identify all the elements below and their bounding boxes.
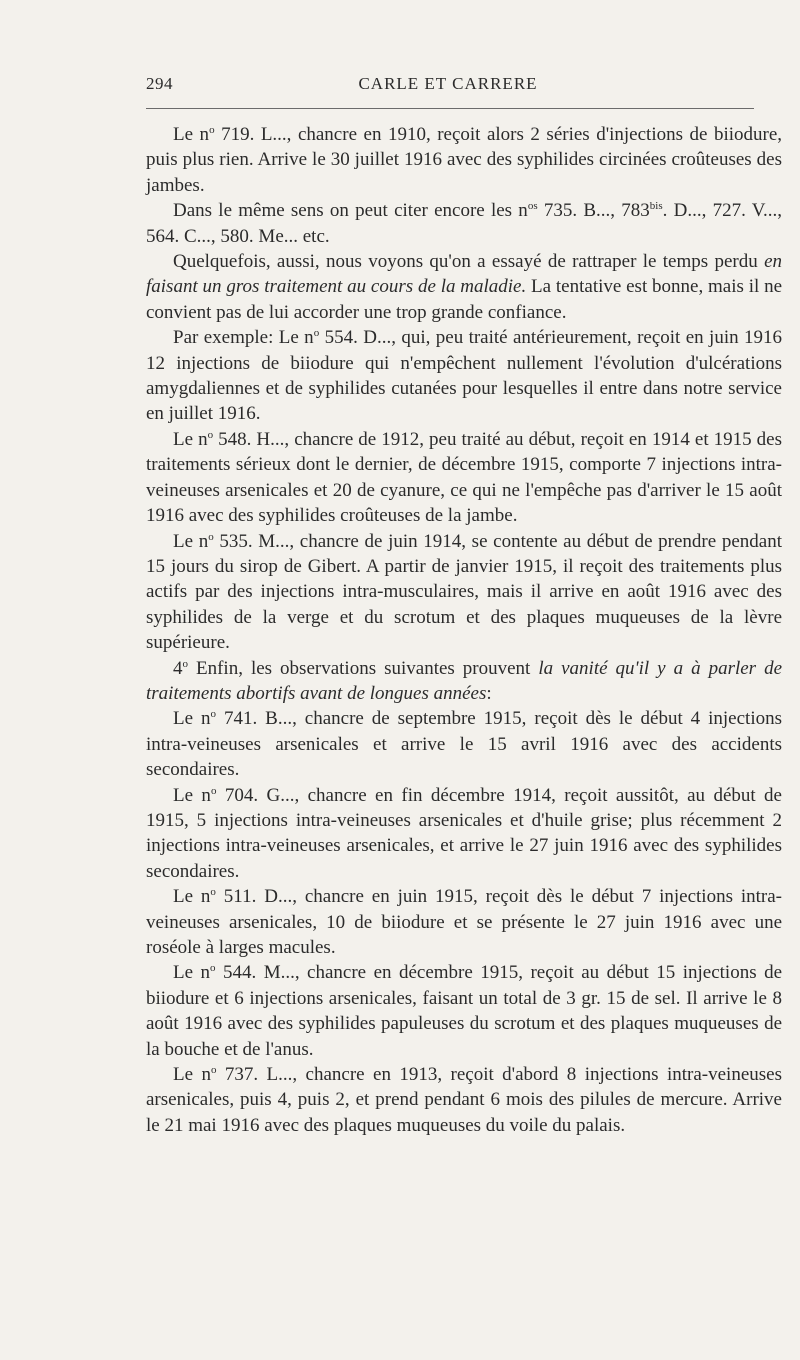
paragraph-7: 4$^o$ Enfin, les observations suivantes prouvent la vanité qu'il y a à parler de traitements abortifs avant de longues années:: [146, 657, 783, 704]
paragraph-1: Le $n^o$ 719. L..., chancre en 1910, reçoit alors 2 séries d'injections de biiodure, puis plus rien. Arrive le 30 juillet 1916 avec des syphilides circinées croûteuses des jambes.: [146, 124, 783, 196]
paragraph-3: Quelquefois, aussi, nous voyons qu'on a essayé de rattraper le temps perdu en faisant un gros traitement au cours de la maladie. La tentative est bonne, mais il ne convient pas de lui accorder une trop grande confiance.: [146, 251, 782, 323]
paragraph-6: Le $n^o$ 535. M..., chancre de juin 1914, se contente au début de prendre pendant 15 jours du sirop de Gibert. A partir de janvier 1915, il reçoit des traitements plus actifs par des injections intra-musculaires, mais il arrive en août 1916 avec des syphilides de la verge et du scrotum et des plaques muqueuses de la lèvre supérieure.: [146, 530, 782, 654]
paragraph-8: Le $n^o$ 741. B..., chancre de septembre 1915, reçoit dès le début 4 injections intra-veineuses arsenicales et arrive le 15 avril 1916 avec des accidents secondaires.: [146, 708, 783, 781]
paragraph-10: Le $n^o$ 511. D..., chancre en juin 1915, reçoit dès le début 7 injections intra-veineuses arsenicales, 10 de biiodure et se présente le 27 juin 1916 avec une roséole à larges macules.: [146, 886, 782, 958]
page-number: 294: [146, 74, 173, 93]
header-rule: [146, 108, 754, 109]
paragraph-5: Le $n^o$ 548. H..., chancre de 1912, peu traité au début, reçoit en 1914 et 1915 des traitements sérieux dont le dernier, de décembre 1915, comporte 7 injections intra-veineuses arsenicales et 20 de cyanure, ce qui ne l'empêche pas d'arriver le 15 août 1916 avec des syphilides croûteuses de la jambe.: [146, 428, 783, 527]
page-header: [146, 74, 750, 98]
running-title: CARLE ET CARRERE: [358, 74, 538, 93]
paragraph-12: Le $n^o$ 737. L..., chancre en 1913, reçoit d'abord 8 injections intra-veineuses arsenicales, puis 4, puis 2, et prend pendant 6 mois des pilules de mercure. Arrive le 21 mai 1916 avec des plaques muqueuses du voile du palais.: [146, 1064, 782, 1136]
paragraph-11: Le $n^o$ 544. M..., chancre en décembre 1915, reçoit au début 15 injections de biiodure et 6 injections arsenicales, faisant un total de 3 gr. 15 de sel. Il arrive le 8 août 1916 avec des syphilides papuleuses du scrotum et des plaques muqueuses de la bouche et de l'anus.: [146, 962, 782, 1060]
page-body: [146, 122, 782, 1138]
paragraph-2: Dans le même sens on peut citer encore les $n^{os}$ 735. B..., $783^{bis}$. D..., 727. V..., 564. C..., 580. Me... etc.: [146, 200, 782, 247]
paragraph-9: Le $n^o$ 704. G..., chancre en fin décembre 1914, reçoit aussitôt, au début de 1915, 5 injections intra-veineuses arsenicales et d'huile grise; plus récemment 2 injections intra-veineuses arsenicales, et arrive le 27 juin 1916 avec des syphilides secondaires.: [146, 784, 782, 882]
paragraph-4: Par exemple: Le $n^o$ 554. D..., qui, peu traité antérieurement, reçoit en juin 1916 12 injections de biiodure qui n'empêchent nullement l'évolution d'ulcérations amygdaliennes et de syphilides cutanées pour lesquelles il entre dans notre service en juillet 1916.: [146, 327, 782, 425]
